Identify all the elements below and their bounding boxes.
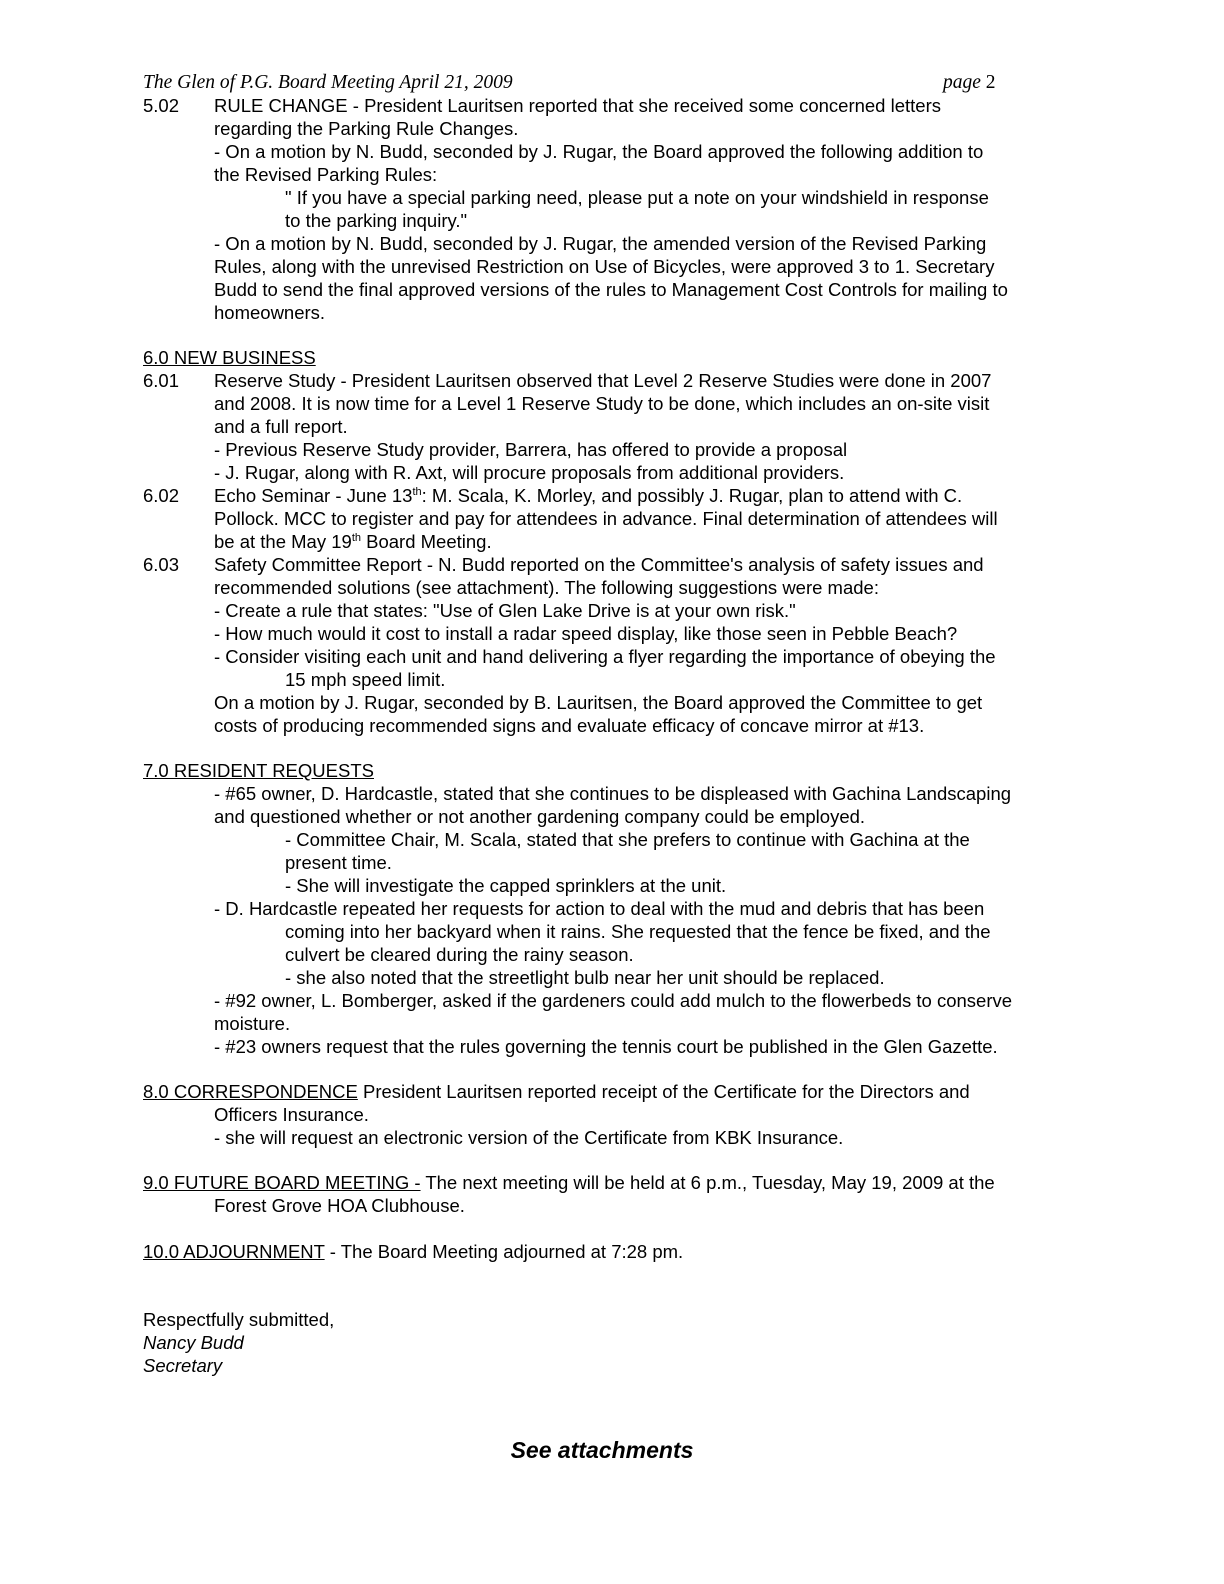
text-line: - #23 owners request that the rules governing the tennis court be published in the Glen Gazette. (214, 1036, 998, 1057)
text-line: and questioned whether or not another gardening company could be employed. (214, 806, 866, 827)
text-line: - #92 owner, L. Bomberger, asked if the gardeners could add mulch to the flowerbeds to conserve (214, 990, 1013, 1011)
text-line: and a full report. (214, 416, 348, 437)
item-number-6-01: 6.01 (143, 370, 180, 391)
text-line: moisture. (214, 1013, 291, 1034)
text-line: - #65 owner, D. Hardcastle, stated that she continues to be displeased with Gachina Landscaping (214, 783, 1012, 804)
text-line: Forest Grove HOA Clubhouse. (214, 1195, 465, 1216)
page-number (943, 71, 996, 94)
quoted-rule-line: to the parking inquiry." (285, 210, 468, 231)
quoted-rule-line: " If you have a special parking need, please put a note on your windshield in response (285, 187, 989, 208)
text-line: recommended solutions (see attachment). The following suggestions were made: (214, 577, 879, 598)
text-line: - How much would it cost to install a radar speed display, like those seen in Pebble Beach? (214, 623, 958, 644)
text-line: Safety Committee Report - N. Budd reported on the Committee's analysis of safety issues and (214, 554, 984, 575)
text-line: homeowners. (214, 302, 326, 323)
text-line: Budd to send the final approved versions of the rules to Management Cost Controls for mailing to (214, 279, 1008, 300)
text-line: - Create a rule that states: "Use of Glen Lake Drive is at your own risk." (214, 600, 796, 621)
section-heading-adjournment: 10.0 ADJOURNMENT (143, 1241, 325, 1262)
text-line: - she will request an electronic version of the Certificate from KBK Insurance. (214, 1127, 844, 1148)
closing-respectfully: Respectfully submitted, (143, 1309, 335, 1330)
text-span: : M. Scala, K. Morley, and possibly J. Rugar, plan to attend with C. (421, 485, 963, 506)
text-line: 15 mph speed limit. (285, 669, 446, 690)
text-line: the Revised Parking Rules: (214, 164, 438, 185)
text-line: - Consider visiting each unit and hand delivering a flyer regarding the importance of obeying the (214, 646, 996, 667)
correspondence-line (143, 1080, 970, 1103)
text-line: - Previous Reserve Study provider, Barrera, has offered to provide a proposal (214, 439, 848, 460)
text-line: - On a motion by N. Budd, seconded by J. Rugar, the Board approved the following addition to (214, 141, 984, 162)
text-span: President Lauritsen reported receipt of the Certificate for the Directors and (357, 1081, 970, 1102)
text-line: costs of producing recommended signs and evaluate efficacy of concave mirror at #13. (214, 715, 925, 736)
text-line: Officers Insurance. (214, 1104, 369, 1125)
text-line: - Committee Chair, M. Scala, stated that she prefers to continue with Gachina at the (285, 829, 970, 850)
section-heading-new-business: 6.0 NEW BUSINESS (143, 347, 316, 368)
text-line: Rules, along with the unrevised Restriction on Use of Bicycles, were approved 3 to 1. Secretary (214, 256, 995, 277)
text-line: Reserve Study - President Lauritsen observed that Level 2 Reserve Studies were done in 2007 (214, 370, 992, 391)
text-line (214, 530, 492, 553)
text-span: - The Board Meeting adjourned at 7:28 pm. (324, 1241, 684, 1262)
page-header-title: The Glen of P.G. Board Meeting April 21, 2009 (143, 72, 513, 93)
text-line: and 2008. It is now time for a Level 1 Reserve Study to be done, which includes an on-site visit (214, 393, 990, 414)
text-span: Echo Seminar - June 13 (214, 485, 413, 506)
text-span: be at the May 19 (214, 531, 352, 552)
section-heading-correspondence: 8.0 CORRESPONDENCE (143, 1081, 358, 1102)
superscript: th (412, 485, 422, 498)
signer-name: Nancy Budd (143, 1332, 244, 1353)
text-line: culvert be cleared during the rainy season. (285, 944, 634, 965)
item-number-5-02: 5.02 (143, 95, 180, 116)
see-attachments-note: See attachments (510, 1437, 694, 1463)
text-line: RULE CHANGE - President Lauritsen reported that she received some concerned letters (214, 95, 941, 116)
section-heading-future-board-meeting: 9.0 FUTURE BOARD MEETING - (143, 1172, 421, 1193)
item-number-6-02: 6.02 (143, 485, 180, 506)
page-number-value: 2 (985, 72, 996, 93)
text-span: Board Meeting. (361, 531, 492, 552)
text-line: - D. Hardcastle repeated her requests for action to deal with the mud and debris that has been (214, 898, 985, 919)
page-word: page (943, 72, 981, 93)
signer-title: Secretary (143, 1355, 223, 1376)
text-line: On a motion by J. Rugar, seconded by B. Lauritsen, the Board approved the Committee to get (214, 692, 983, 713)
adjournment-line (143, 1240, 683, 1263)
text-span: The next meeting will be held at 6 p.m., Tuesday, May 19, 2009 at the (420, 1172, 995, 1193)
text-line: - J. Rugar, along with R. Axt, will procure proposals from additional providers. (214, 462, 845, 483)
text-line: - On a motion by N. Budd, seconded by J. Rugar, the amended version of the Revised Parking (214, 233, 987, 254)
superscript: th (351, 531, 361, 544)
text-line: - she also noted that the streetlight bulb near her unit should be replaced. (285, 967, 885, 988)
future-meeting-line (143, 1171, 995, 1194)
text-line: regarding the Parking Rule Changes. (214, 118, 519, 139)
text-line: present time. (285, 852, 392, 873)
item-number-6-03: 6.03 (143, 554, 180, 575)
section-heading-resident-requests: 7.0 RESIDENT REQUESTS (143, 760, 374, 781)
text-line: - She will investigate the capped sprinklers at the unit. (285, 875, 727, 896)
text-line (214, 484, 962, 507)
text-line: coming into her backyard when it rains. She requested that the fence be fixed, and the (285, 921, 991, 942)
text-line: Pollock. MCC to register and pay for attendees in advance. Final determination of attendees will (214, 508, 998, 529)
